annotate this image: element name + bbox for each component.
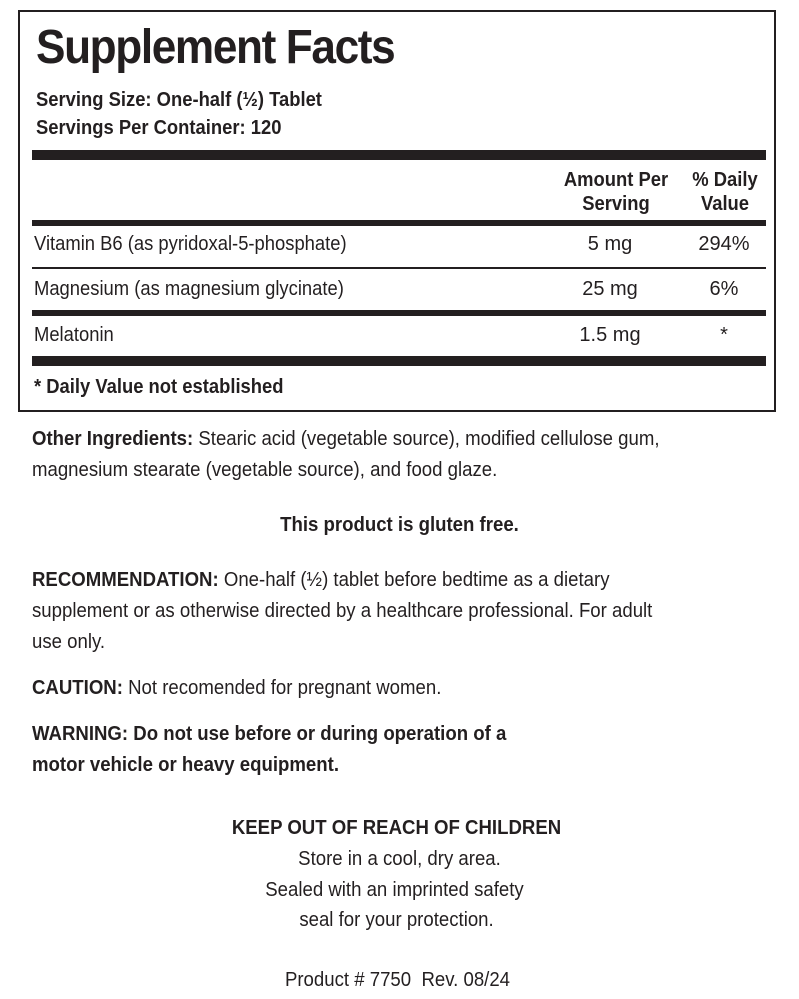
other-ingredients-line2: magnesium stearate (vegetable source), and food glaze. — [32, 459, 498, 481]
caution-label: CAUTION: — [32, 677, 123, 699]
supplement-facts-panel — [18, 10, 776, 412]
warning — [32, 719, 730, 781]
storage-line1: Store in a cool, dry area. — [298, 848, 501, 870]
recommendation-line2: supplement or as otherwise directed by a healthcare professional. For adult — [32, 600, 653, 622]
footer-thick-rule — [32, 356, 766, 366]
dv-header-line1: % Daily — [692, 169, 758, 191]
facts-title: Supplement Facts — [36, 21, 395, 74]
nutrient-name: Magnesium (as magnesium glycinate) — [34, 278, 344, 300]
storage-line2: Sealed with an imprinted safety — [265, 879, 524, 901]
gluten-free-statement: This product is gluten free. — [280, 514, 519, 536]
nutrient-name: Vitamin B6 (as pyridoxal-5-phosphate) — [34, 233, 347, 255]
keep-out-of-reach-heading: KEEP OUT OF REACH OF CHILDREN — [231, 817, 562, 839]
storage-line3: seal for your protection. — [299, 909, 494, 931]
nutrient-name: Melatonin — [34, 324, 114, 346]
amount-per-serving-header — [552, 168, 681, 216]
row-divider — [32, 267, 766, 269]
warning-line2: motor vehicle or heavy equipment. — [32, 754, 339, 776]
servings-per-container: Servings Per Container: 120 — [36, 117, 282, 139]
row-divider — [32, 310, 766, 316]
recommendation — [32, 565, 730, 658]
recommendation-label: RECOMMENDATION: — [32, 569, 219, 591]
recommendation-line3: use only. — [32, 631, 106, 653]
dv-header-line2: Value — [700, 193, 750, 215]
nutrient-amount: 5 mg — [587, 233, 633, 255]
caution-text: Not recomended for pregnant women. — [122, 677, 442, 699]
column-header-rule — [32, 220, 766, 226]
amount-header-line2: Serving — [582, 193, 650, 215]
caution — [32, 673, 730, 704]
nutrient-amount: 25 mg — [582, 278, 638, 300]
other-ingredients — [32, 424, 730, 486]
nutrient-daily-value: 294% — [698, 233, 750, 255]
serving-size: Serving Size: One-half (½) Tablet — [36, 89, 322, 111]
daily-value-footnote: * Daily Value not established — [34, 376, 284, 398]
amount-header-line1: Amount Per — [563, 169, 669, 191]
product-number: Product # 7750 Rev. 08/24 — [284, 969, 511, 991]
nutrient-amount: 1.5 mg — [579, 324, 641, 346]
nutrient-daily-value: 6% — [709, 278, 739, 300]
other-ingredients-line1: Stearic acid (vegetable source), modified cellulose gum, — [193, 428, 660, 450]
nutrient-daily-value: * — [720, 324, 728, 346]
warning-line1: WARNING: Do not use before or during operation of a — [32, 723, 507, 745]
other-ingredients-label: Other Ingredients: — [32, 428, 194, 450]
daily-value-header — [684, 168, 767, 216]
recommendation-line1: One-half (½) tablet before bedtime as a dietary — [218, 569, 610, 591]
header-thick-rule — [32, 150, 766, 160]
